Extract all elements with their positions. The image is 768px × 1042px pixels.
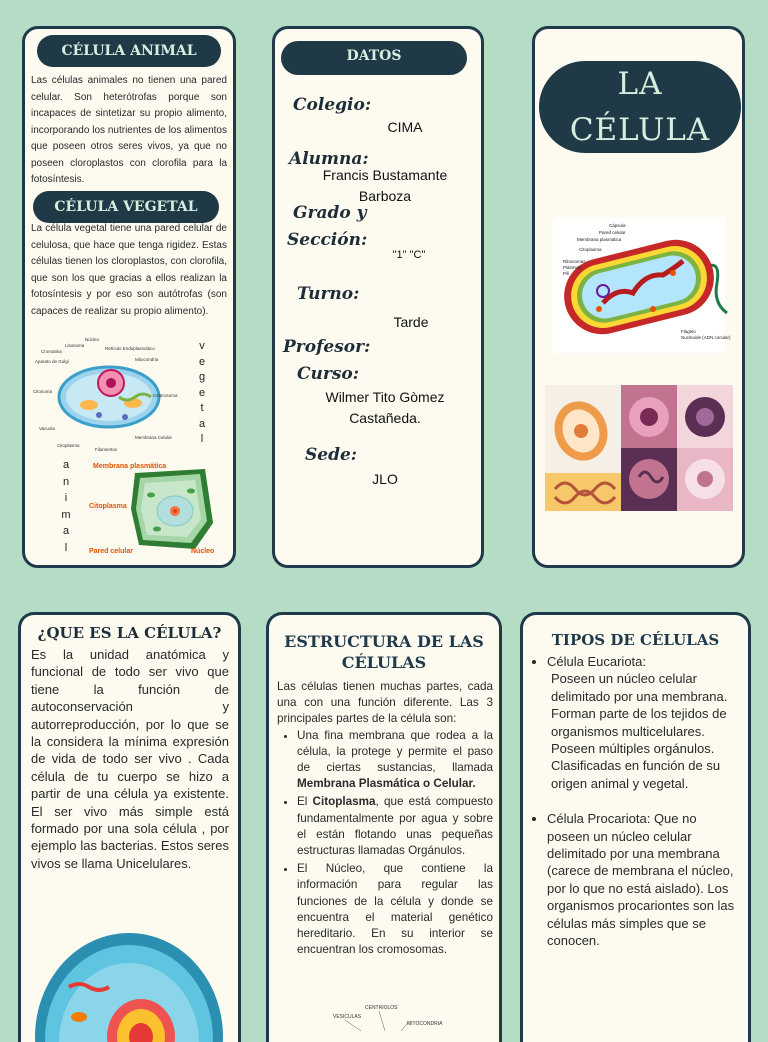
animal-cell-label: Lisosoma [65,343,85,348]
plant-cell-label: Citoplasma [89,503,127,510]
vertical-letter: g [198,371,206,383]
turno-label: Turno: [297,284,360,304]
sede-label: Sede: [305,445,358,465]
vertical-letter: m [61,508,71,521]
bacteria-label: Pili [563,271,570,276]
item-text: El [297,862,326,876]
alumna-value-line1: Francis Bustamante [322,167,448,183]
celula-vegetal-text: La célula vegetal tiene una pared celular de celulosa, que hace que tenga rigidez. Estas células tienen los cloroplastos, con clorofila, que son los que gracias a ellos realizan la fotosíntesis y por eso son autótrofas (son capaces de realizar su propio alimento). [31,223,227,317]
vertical-letter: e [198,386,206,399]
vertical-letter: a [62,459,70,471]
estructura-item-nucleo [297,861,493,958]
animal-cell-label: Citosoma [33,389,53,394]
estructura-content [277,679,493,960]
bacteria-label: Nucleoide (ADN circular) [681,335,731,340]
animal-cell-diagram [29,335,189,457]
animal-cell-label: Retículo Endoplasmático [105,346,155,351]
cell-collage-image [545,385,733,511]
animal-cell-label: Vacuola [39,426,55,431]
item-bold: Citoplasma [312,795,376,809]
eucariota-heading: Célula Eucariota: [547,654,646,669]
item-text: Una fina membrana que rodea a la célula, la protege y permite el paso de ciertas sustancias, llamada [297,728,493,775]
que-es-panel [18,612,241,1042]
vertical-animal-word [61,457,71,556]
bacteria-label: Flagelo [681,329,696,334]
colegio-value: CIMA [387,119,423,135]
alumna-value-line2: Barboza [358,188,412,204]
vertical-letter: t [200,402,204,414]
plant-cell-label: Membrana plasmática [93,463,167,470]
animal-vegetal-panel [22,26,236,568]
vertical-letter: l [200,433,204,445]
celula-animal-title: CÉLULA ANIMAL [37,35,221,67]
alumna-label: Alumna: [289,149,369,169]
bacteria-label: Cápsula [609,223,626,228]
curso-label: Curso: [297,364,360,384]
celula-vegetal-title: CÉLULA VEGETAL [33,191,219,223]
vertical-letter: l [64,541,68,554]
vertical-letter: v [199,340,205,352]
bacteria-diagram [553,217,731,353]
eucariota-text: Poseen un núcleo celular delimitado por una membrana. Forman parte de los tejidos de organismos multicelulares. Poseen múltiples orgánulos. Clasificadas en función de su origen animal y vegetal. [551,671,728,791]
item-text: Núcleo [325,862,363,876]
animal-cell-3d-image [29,927,229,1035]
tipos-list-eucariota [531,653,735,792]
bacteria-label: Membrana plasmática [577,237,622,242]
sede-value: JLO [372,471,398,487]
vertical-letter: a [198,417,206,430]
animal-cell-label: Aparato de Golgi [35,359,69,364]
vertical-letter: n [62,475,70,488]
animal-cell-label: Membrana Celular [135,435,173,440]
vertical-letter: a [62,525,70,537]
animal-cell-label: Mitocondria [135,357,159,362]
tipo-eucariota [547,653,735,792]
celula-animal-text: Las células animales no tienen una pared celular. Son heterótrofas porque son incapaces de sintetizar su propio alimento, incorporando los nutrientes de los alimentos que poseen otros seres vivos, ya que no poseen cloroplastos con clorofila para la fotosíntesis. [31,75,227,185]
vertical-vegetal-word [197,339,207,448]
animal-cell-label: Cromatina [41,349,62,354]
seccion-label: Sección: [287,230,368,250]
profesor-value-line1: Wilmer Tito Gòmez [325,389,445,405]
vertical-letter: i [64,492,68,504]
datos-title: DATOS [281,41,467,75]
procariota-text: Célula Procariota: Que no poseen un núcleo celular delimitado por una membrana (carece de membrana el núcleo, por lo que no está aislado). Los organismos procariontes son las células más simples que se conocen. [547,811,735,949]
item-text: El [297,795,313,809]
estructura-item-membrana [297,728,493,793]
diagram-label: CENTRIOLOS [365,1005,398,1011]
estructura-list [277,728,493,959]
estructura-intro: Las células tienen muchas partes, cada una con una función diferente. Las 3 principales partes de la célula son: [277,680,493,726]
plant-cell-diagram [87,459,231,563]
item-bold: Membrana Plasmática o Celular. [297,777,476,791]
animal-cell-label: Centrosoma [153,393,178,398]
vertical-letter: e [198,355,206,368]
que-es-title: ¿QUE ES LA CÉLULA? [37,624,222,642]
diagram-label: VESICULAS [333,1014,362,1020]
profesor-label: Profesor: [283,337,371,357]
diagram-label: MITOCONDRIA [407,1021,443,1027]
tipos-list-procariota [531,810,735,949]
bacteria-label: Pared celular [599,230,626,235]
bacteria-label: Citoplasma [579,247,602,252]
bacteria-label: Plásmido [563,265,582,270]
estructura-diagram [289,1003,479,1031]
que-es-text: Es la unidad anatómica y funcional de todo ser vivo que tiene la función de autoconservación y autorreproducción, por lo que se la considera la mínima expresión de vida de todo ser vivo . Cada célula de tu cuerpo se hizo a partir de una célula ya existente. El ser vivo más simple está formado por una sola célula , por ejemplo las bacterias. Estos seres vivos se llama Unicelulares. [31,647,229,871]
turno-value: Tarde [393,314,429,330]
estructura-panel [266,612,502,1042]
tipos-panel [520,612,751,1042]
grado-label: Grado y [293,203,367,223]
animal-cell-label: Citoplasma [57,443,80,448]
plant-cell-label: Pared celular [89,548,133,555]
cover-title-line2: CÉLULA [569,112,711,148]
grado-value: "1" "C" [392,249,426,261]
cover-title-line1: LA [617,66,663,102]
animal-cell-label: Núcleo [85,337,100,342]
animal-cell-label: Filamentos [95,447,118,452]
tipo-procariota [547,810,735,949]
tipos-content [531,653,735,952]
cover-panel [532,26,745,568]
datos-panel [272,26,484,568]
profesor-value-line2: Castañeda. [349,410,421,426]
colegio-label: Colegio: [293,95,372,115]
tipos-title: TIPOS DE CÉLULAS [551,631,720,649]
item-text: , que contiene la información para regular las funciones de la célula y donde se encuentra el material genético hereditario. En su interior se encuentran los cromosomas. [297,862,493,957]
bacteria-label: Ribosomas [563,259,586,264]
item-text: , que está compuesto fundamentalmente por agua y sobre el están flotando unas pequeñas estructuras llamadas Orgánulos. [297,795,493,858]
cover-title [539,61,741,153]
estructura-item-citoplasma [297,794,493,859]
estructura-title: ESTRUCTURA DE LAS CÉLULAS [284,632,484,672]
plant-cell-label: Núcleo [191,548,215,555]
